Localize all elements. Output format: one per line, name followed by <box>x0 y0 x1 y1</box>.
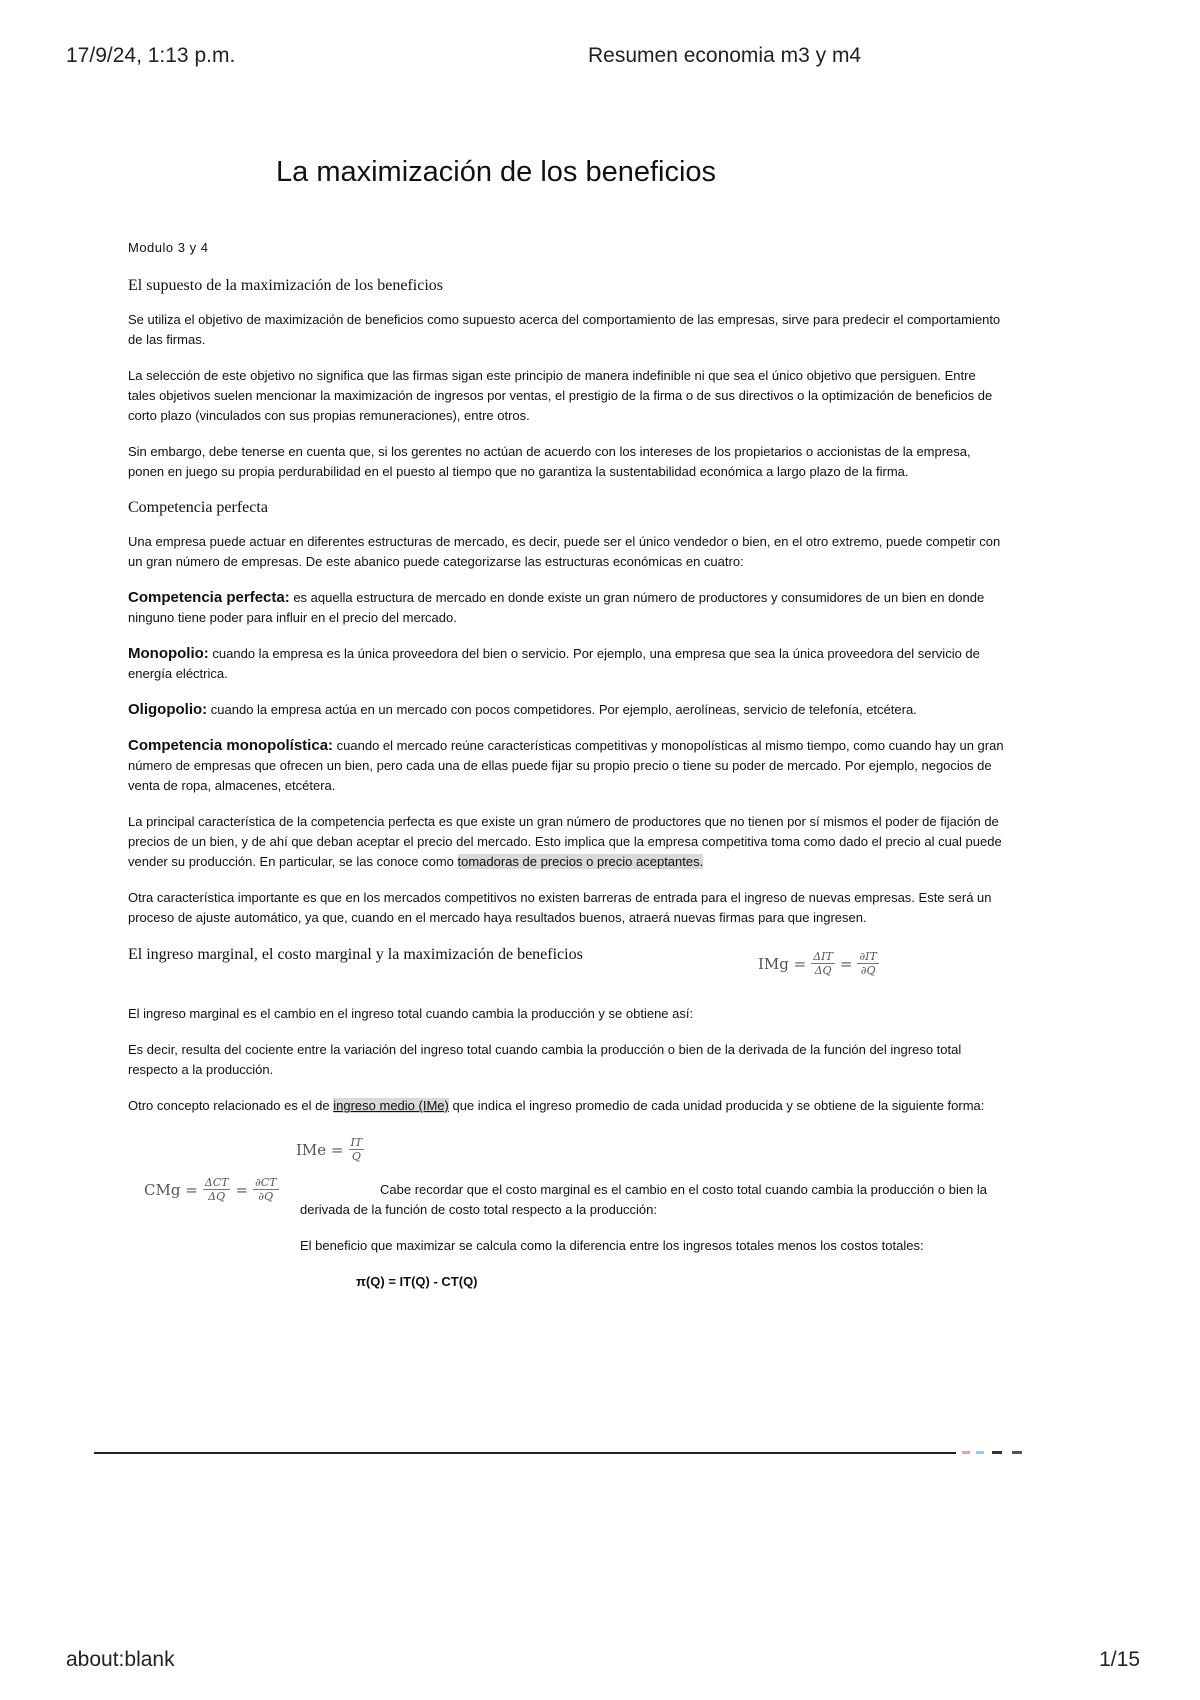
print-doc-title: Resumen economia m3 y m4 <box>588 44 862 67</box>
numerator: ∂IT <box>859 950 877 963</box>
document-body <box>128 238 1004 1302</box>
print-header <box>66 44 1110 74</box>
divider-color-tail <box>962 1451 1042 1454</box>
fraction <box>349 1136 365 1163</box>
formula-lhs: IMe = <box>296 1140 344 1159</box>
paragraph: La selección de este objetivo no significa que las firmas sigan este principio de manera indefinible ni que sea el único objetivo que persiguen. Entre tales objetivos suelen mencionar la maximización de ingresos por ventas, el prestigio de la firma o de sus directivos o la optimización de beneficios de corto plazo (vinculados con sus propias remuneraciones), entre otros. <box>128 368 993 423</box>
paragraph: Sin embargo, debe tenerse en cuenta que, si los gerentes no actúan de acuerdo con los intereses de los propietarios o accionistas de la empresa, ponen en juego su propia perdurabilidad en el puesto al tiempo que no garantiza la sustentabilidad económica a largo plazo de la firma. <box>128 444 971 479</box>
market-structure-item <box>128 588 1004 628</box>
print-date: 17/9/24, 1:13 p.m. <box>66 44 236 67</box>
term-label: Oligopolio: <box>128 701 208 718</box>
horizontal-divider <box>94 1452 956 1454</box>
numerator: ΔIT <box>813 950 833 963</box>
equals-sign: = <box>235 1180 249 1199</box>
module-label: Modulo 3 y 4 <box>128 240 209 255</box>
denominator: ∂Q <box>860 964 876 977</box>
paragraph: Se utiliza el objetivo de maximización de beneficios como supuesto acerca del comportamiento de las empresas, sirve para predecir el comportamiento de las firmas. <box>128 312 1001 347</box>
market-structure-item <box>128 736 1004 796</box>
equals-sign: = <box>839 954 853 973</box>
denominator: ΔQ <box>814 964 832 977</box>
print-url: about:blank <box>66 1648 175 1671</box>
term-label: Competencia monopolística: <box>128 737 334 754</box>
marginal-heading-row <box>128 944 1004 994</box>
formula-ime <box>296 1136 364 1163</box>
fraction <box>857 950 878 977</box>
numerator: IT <box>350 1136 363 1149</box>
section-heading-profit-assumption: El supuesto de la maximización de los beneficios <box>128 277 444 294</box>
benefit-formula: π(Q) = IT(Q) - CT(Q) <box>356 1274 478 1289</box>
fraction <box>811 950 835 977</box>
page-title: La maximización de los beneficios <box>276 156 717 188</box>
ingreso-medio-link[interactable]: ingreso medio (IMe) <box>333 1098 449 1113</box>
market-structure-item <box>128 644 1004 684</box>
term-description: es aquella estructura de mercado en donde existe un gran número de productores y consumidores de un bien en donde ninguno tiene poder para influir en el precio del mercado. <box>128 590 985 625</box>
formula-cmg <box>144 1176 279 1203</box>
paragraph: Una empresa puede actuar en diferentes estructuras de mercado, es decir, puede ser el único vendedor o bien, en el otro extremo, puede competir con un gran número de empresas. De este abanico puede categorizarse las estructuras económicas en cuatro: <box>128 534 1001 569</box>
formula-lhs: CMg = <box>144 1180 198 1199</box>
fraction <box>253 1176 278 1203</box>
formula-lhs: IMg = <box>758 954 807 973</box>
section-heading-perfect-competition: Competencia perfecta <box>128 499 268 516</box>
section-heading-marginal: El ingreso marginal, el costo marginal y la maximización de beneficios <box>128 946 583 963</box>
market-structure-item <box>128 700 1004 720</box>
paragraph: El ingreso marginal es el cambio en el ingreso total cuando cambia la producción y se obtiene así: <box>128 1006 694 1021</box>
denominator: Q <box>351 1150 361 1163</box>
term-description: cuando la empresa actúa en un mercado con pocos competidores. Por ejemplo, aerolíneas, servicio de telefonía, etcétera. <box>207 702 917 717</box>
denominator: ∂Q <box>258 1190 274 1203</box>
paragraph: Cabe recordar que el costo marginal es el cambio en el costo total cuando cambia la producción o bien la derivada de la función de costo total respecto a la producción: <box>300 1182 988 1217</box>
numerator: ∂CT <box>255 1176 277 1189</box>
term-description: cuando la empresa es la única proveedora del bien o servicio. Por ejemplo, una empresa que sea la única proveedora del servicio de energía eléctrica. <box>128 646 980 681</box>
term-label: Competencia perfecta: <box>128 589 290 606</box>
paragraph: Es decir, resulta del cociente entre la variación del ingreso total cuando cambia la producción o bien de la derivada de la función del ingreso total respecto a la producción. <box>128 1042 962 1077</box>
paragraph-text: La principal característica de la competencia perfecta es que existe un gran número de productores que no tienen por sí mismos el poder de fijación de precios de un bien, y de ahí que deban aceptar el precio del mercado. Esto implica que la empresa competitiva toma como dado el precio al cual puede vender su producción. En particular, se las conoce como <box>128 814 1002 869</box>
fraction <box>203 1176 231 1203</box>
page-number: 1/15 <box>1099 1648 1140 1671</box>
paragraph <box>128 1096 1004 1116</box>
highlighted-text: tomadoras de precios o precio aceptantes. <box>457 854 704 869</box>
term-description: cuando el mercado reúne características competitivas y monopolísticas al mismo tiempo, como cuando hay un gran número de empresas que ofrecen un bien, pero cada una de ellas puede fijar su propio precio o tiene su poder de mercado. Por ejemplo, negocios de venta de ropa, almacenes, etcétera. <box>128 738 1004 793</box>
term-label: Monopolio: <box>128 645 209 662</box>
paragraph-text: Otro concepto relacionado es el de <box>128 1098 334 1113</box>
formula-img <box>758 950 879 977</box>
print-footer <box>66 1648 1140 1678</box>
paragraph: El beneficio que maximizar se calcula como la diferencia entre los ingresos totales menos los costos totales: <box>300 1238 924 1253</box>
denominator: ΔQ <box>208 1190 226 1203</box>
numerator: ΔCT <box>204 1176 229 1189</box>
paragraph <box>128 812 1004 872</box>
formula-block <box>128 1132 1004 1302</box>
paragraph: Otra característica importante es que en los mercados competitivos no existen barreras de entrada para el ingreso de nuevas empresas. Este será un proceso de ajuste automático, ya que, cuando en el mercado haya resultados buenos, atraerá nuevas firmas para que ingresen. <box>128 890 992 925</box>
paragraph-text: que indica el ingreso promedio de cada unidad producida y se obtiene de la siguiente forma: <box>448 1098 985 1113</box>
